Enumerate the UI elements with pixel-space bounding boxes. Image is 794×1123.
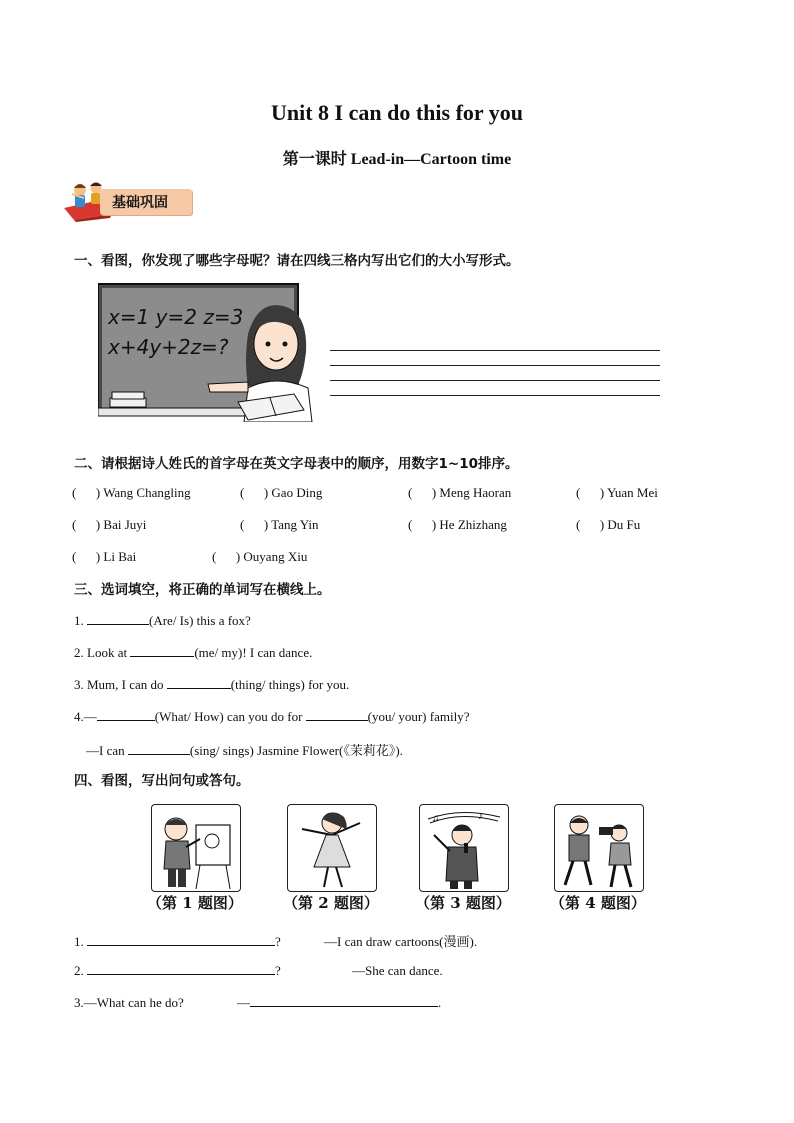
answer-blank[interactable] [306, 708, 368, 721]
poet-item[interactable]: ( ) Du Fu [576, 517, 641, 532]
answer-blank[interactable] [87, 933, 275, 946]
svg-text:♪: ♪ [478, 811, 483, 822]
caption-2: （第 2 题图） [283, 894, 379, 912]
fill-question-2: 2. Look at (me/ my)! I can dance. [74, 645, 313, 660]
four-line-writing-grid[interactable] [330, 336, 660, 396]
picture-3-man-singing [419, 804, 509, 892]
answer-blank[interactable] [87, 962, 275, 975]
section2-heading: 二、请根据诗人姓氏的首字母在英文字母表中的顺序，用数字1~10排序。 [74, 456, 519, 472]
picture-1-boy-drawing [151, 804, 241, 892]
answer-blank[interactable] [167, 676, 231, 689]
write-question-2: 2. ? —She can dance. [74, 963, 443, 978]
poet-item[interactable]: ( ) Li Bai [72, 549, 137, 564]
lesson-subtitle: 第一课时 Lead-in—Cartoon time [282, 151, 512, 168]
poet-item[interactable]: ( ) Gao Ding [240, 485, 323, 500]
poet-item[interactable]: ( ) Ouyang Xiu [212, 549, 308, 564]
answer-blank[interactable] [128, 742, 190, 755]
fill-question-3: 3. Mum, I can do (thing/ things) for you. [74, 677, 350, 692]
section4-heading: 四、看图，写出问句或答句。 [74, 773, 250, 789]
answer-blank[interactable] [87, 612, 149, 625]
section1-heading: 一、看图，你发现了哪些字母呢？请在四线三格内写出它们的大小写形式。 [74, 253, 520, 269]
poet-item[interactable]: ( ) Yuan Mei [576, 485, 658, 500]
caption-3: （第 3 题图） [415, 894, 511, 912]
poet-item[interactable]: ( ) Tang Yin [240, 517, 319, 532]
fill-question-4: 4.— (What/ How) can you do for (you/ your) family? [74, 709, 470, 724]
blackboard-teacher-picture [98, 282, 320, 422]
board-equation-1: x=1 y=2 z=3 [108, 305, 244, 329]
section-badge [60, 178, 196, 220]
picture-4-boys-filming [554, 804, 644, 892]
caption-1: （第 1 题图） [147, 894, 243, 912]
board-equation-2: x+4y+2z=? [108, 335, 229, 359]
picture-2-girl-dancing [287, 804, 377, 892]
poet-item[interactable]: ( ) Meng Haoran [408, 485, 512, 500]
badge-label: 基础巩固 [112, 195, 168, 211]
write-question-1: 1. ? —I can draw cartoons(漫画). [74, 934, 478, 949]
page-title: Unit 8 I can do this for you [270, 100, 524, 125]
answer-blank[interactable] [130, 644, 194, 657]
poet-item[interactable]: ( ) He Zhizhang [408, 517, 507, 532]
fill-question-1: 1. (Are/ Is) this a fox? [74, 613, 251, 628]
poet-item[interactable]: ( ) Bai Juyi [72, 517, 147, 532]
svg-text:♫: ♫ [432, 813, 440, 824]
section3-heading: 三、选词填空，将正确的单词写在横线上。 [74, 582, 331, 598]
answer-blank[interactable] [97, 708, 155, 721]
poet-item[interactable]: ( ) Wang Changling [72, 485, 191, 500]
answer-blank[interactable] [250, 994, 438, 1007]
caption-4: （第 4 题图） [550, 894, 646, 912]
fill-question-4-reply: —I can (sing/ sings) Jasmine Flower(《茉莉花》). [86, 743, 403, 758]
write-question-3: 3.—What can he do? — . [74, 995, 442, 1010]
